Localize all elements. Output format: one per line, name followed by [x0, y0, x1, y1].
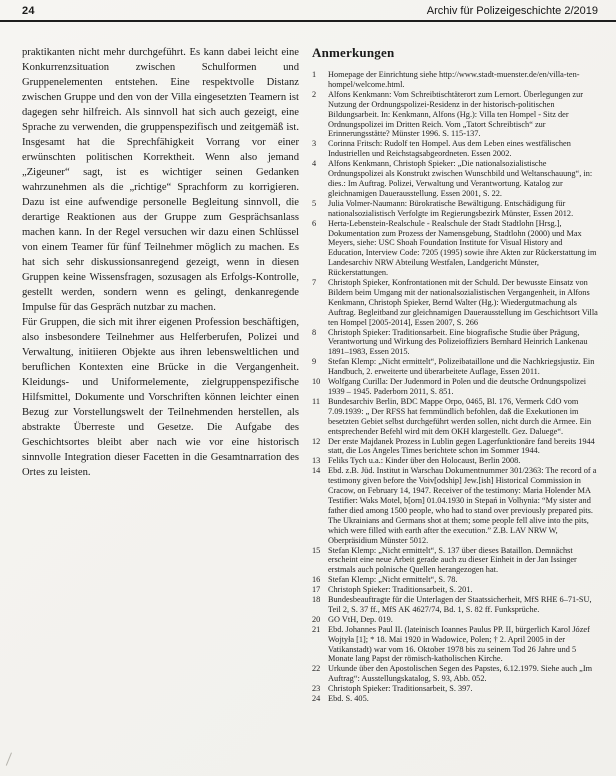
- endnote-item: [312, 595, 598, 615]
- endnote-text: Stefan Klemp: „Nicht ermittelt“, S. 78.: [328, 575, 458, 585]
- endnote-text: Alfons Kenkmann: Vom Schreibtischtäterort zum Lernort. Überlegungen zur Nutzung der Ordnungspolizei-Residenz in der historisch-politischen Bildungsarbeit. In: Kenkmann, Alfons (Hg.): Villa ten Hompel - Sitz der Ordnungspolizei im Dritten Reich. Vom „Tatort Schreibtisch“ zur Erinnerungsstätte? Münster 1996. S. 115-137.: [328, 89, 583, 139]
- endnote-number: 13: [312, 456, 321, 466]
- endnote-text: Stefan Klemp: „Nicht ermittelt“, Polizeibataillone und die Nachkriegsjustiz. Ein Handbuch, 2. erweiterte und überarbeitete Auflage, Essen 2011.: [328, 357, 595, 377]
- endnote-item: [312, 437, 598, 457]
- endnote-number: 15: [312, 545, 321, 555]
- endnote-text: Herta-Lebenstein-Realschule - Realschule der Stadt Stadtlohn [Hrsg.], Dokumentation zum Prozess der Namensgebung, Stadtlohn (2000) und Max Meyers, siehe: USC Shoah Foundation Institute for Visual History and Education, Interview Code: 7205 (1995) sowie ihre Akten zur Rückerstattung im Landesarchiv NRW Abteilung Westfalen, Landgericht Münster, Rückerstattungen.: [328, 218, 597, 278]
- endnote-item: [312, 456, 598, 466]
- endnote-item: [312, 585, 598, 595]
- endnote-number: 21: [312, 624, 321, 634]
- endnote-text: Ebd. z.B. Jüd. Institut in Warschau Dokumentnummer 301/2363: The record of a testimony given before the Voiv[odship] Jew.[ish] Historical Commission in Cracow, on February 14, 1947. Receiver of the testimony: Maria Holender MA Testifier: Waks Motel, b[orn] 01.04.1930 in Stepań in Volhynia: “My sister and father died among 1500 people, who had to stand over previously prepared pits. The Ukrainians and Germans shot at them; some people fell alive into the pits, which were filled with earth after the execution.” Z.B. LAV NRW W, Oberpräsidium Münster 5012.: [328, 466, 597, 545]
- endnote-text: Homepage der Einrichtung siehe http://www.stadt-muenster.de/en/villa-ten-hompel/welcome.html.: [328, 70, 580, 89]
- endnote-text: GO VtH, Dep. 019.: [328, 614, 393, 624]
- endnote-item: [312, 397, 598, 437]
- page-body: [0, 45, 616, 704]
- endnote-item: [312, 159, 598, 199]
- scan-artifact: [6, 752, 21, 769]
- endnote-item: [312, 139, 598, 159]
- endnote-item: [312, 70, 598, 90]
- endnote-number: 5: [312, 198, 317, 208]
- endnote-number: 8: [312, 327, 317, 337]
- header-rule: [0, 20, 616, 22]
- endnote-text: Christoph Spieker, Konfrontationen mit der Schuld. Der bewusste Einsatz von Bildern beim Umgang mit der nationalsozialistischen Vergangenheit, in Alfons Kenkmann, Christoph Spieker, Bernd Walter (Hg.): Wiedergutmachung als Auftrag. Begleitband zur gleichnamigen Dauerausstellung im Geschichtsort Villa ten Hompel [2005-2014], Essen 2007, S. 266: [328, 278, 598, 327]
- endnote-text: Urkunde über den Apostolischen Segen des Papstes, 6.12.1979. Siehe auch „Im Auftrag“: Ausstellungskatalog, S. 93, Abb. 052.: [328, 664, 593, 684]
- endnote-number: 23: [312, 684, 321, 694]
- endnote-number: 6: [312, 218, 317, 228]
- endnote-item: [312, 199, 598, 219]
- endnote-item: [312, 90, 598, 140]
- endnote-number: 9: [312, 357, 317, 367]
- endnote-item: [312, 575, 598, 585]
- endnote-number: 3: [312, 139, 317, 149]
- endnote-number: 24: [312, 694, 321, 704]
- endnote-item: [312, 615, 598, 625]
- page-header: [0, 0, 616, 17]
- endnote-number: 20: [312, 614, 321, 624]
- journal-title: Archiv für Polizeigeschichte 2/2019: [426, 5, 598, 17]
- notes-column: [312, 45, 598, 704]
- endnote-text: Der erste Majdanek Prozess in Lublin gegen Lagerfunktionäre fand bereits 1944 statt, die Los Angeles Times berichtete schon im Sommer 1944.: [328, 436, 595, 456]
- article-paragraph: Für Gruppen, die sich mit ihrer eigenen Profession beschäftigen, also insbesondere Teilnehmer aus Helferberufen, Polizei und Verwaltung, initiieren Objekte aus ihren lebensweltlichen und beruflichen Kontexten eine Brücke in die Vergangenheit. Kleidungs- und Uniformelemente, zielgruppenspezifische Hilfsmittel, Dokumente und Vorschriften können leichter einen Bezug zur Vorstellungswelt der Teilnehmenden herstellen, als abstrakte Überreste und Gesetze. Die Aufgabe des Geschichtsortes bleibt aber nach wie vor eine historisch sinnvolle Integration dieser Facetten in die Gesamtnarration des Ortes zu leisten.: [22, 317, 299, 478]
- endnote-text: Ebd. S. 405.: [328, 694, 369, 704]
- endnote-number: 2: [312, 89, 317, 99]
- endnote-text: Bundesarchiv Berlin, BDC Mappe Orpo, 0465, Bl. 176, Vermerk CdO vom 7.09.1939: „ Der RFSS hat fernmündlich befohlen, daß die Exekutionen im besetzten Gebiet selbst durchgeführt werden sollen, nicht durch die Armee. Ein entsprechender Befehl wird mit dem OKH klargestellt. Gez. Daluege“.: [328, 396, 592, 436]
- endnote-number: 18: [312, 595, 321, 605]
- endnote-item: [312, 219, 598, 278]
- endnote-text: Stefan Klemp: „Nicht ermittelt“, S. 137 über dieses Bataillon. Demnächst erscheint eine neue Arbeit gerade auch zu dieser Einheit in der Jan Issinger erstmals auch polnische Quellen herangezogen hat.: [328, 545, 577, 575]
- endnote-text: Feliks Tych u.a.: Kinder über den Holocaust, Berlin 2008.: [328, 456, 521, 466]
- endnote-number: 16: [312, 575, 321, 585]
- article-paragraph: praktikanten nicht mehr durchgeführt. Es kann dabei leicht eine Konkurrenzsituation zwischen Schulformen und Gruppenelementen entstehen. Eine respektvolle Distanz zwischen Gruppe und den von der Villa eingesetzten Teamern ist dagegen sehr hilfreich. Als sinnvoll hat sich auch gezeigt, eine Sprache zu verwenden, die gruppenspezifisch und zeitgemäß ist. Insgesamt hat die Sprechfähigkeit Vorrang vor einer erwünschten politischen Korrektheit. Wenn also jemand „Zigeuner“ sagt, ist es wichtiger seinen Gedanken wahrzunehmen als die „richtige“ Sprachform zu korrigieren. Dazu ist eine aufwendige personelle Begleitung sinnvoll, die derartige Reaktionen aus der Gruppe zum Gesprächsanlass machen kann. In der Regel versuchen wir dazu einen Schlüssel von einem Teamer für fünf Teilnehmer möglich zu machen. Es hat sich sehr diskussionsanregend gezeigt, wenn in diesen Gruppen keine Wissensfragen, sozusagen als Erfolgs-Kontrolle, gestellt werden, sondern wenn es gelingt, denkanregende Impulse für das Gespräch nutzbar zu machen.: [22, 47, 299, 313]
- notes-heading: Anmerkungen: [312, 45, 395, 60]
- endnote-number: 12: [312, 436, 321, 446]
- endnote-item: [312, 357, 598, 377]
- endnote-text: Christoph Spieker: Traditionsarbeit, S. 397.: [328, 684, 473, 694]
- endnote-text: Wolfgang Curilla: Der Judenmord in Polen und die deutsche Ordnungspolizei 1939 – 1945. Paderborn 2011, S. 851.: [328, 377, 587, 396]
- endnote-number: 10: [312, 377, 321, 387]
- endnote-text: Corinna Fritsch: Rudolf ten Hompel. Aus dem Leben eines westfälischen Industriellen und Reichstagsabgeordneten. Essen 2002.: [328, 139, 571, 159]
- endnote-number: 22: [312, 664, 321, 674]
- endnote-number: 17: [312, 585, 321, 595]
- article-text-column: [22, 45, 299, 704]
- endnote-item: [312, 546, 598, 576]
- endnote-item: [312, 466, 598, 545]
- endnote-text: Ebd. Johannes Paul II. (lateinisch Ioannes Paulus PP. II, bürgerlich Karol Józef Wojtyła [1]; * 18. Mai 1920 in Wadowice, Polen; † 2. April 2005 in der Vatikanstadt) war vom 16. Oktober 1978 bis zu seinem Tod 26 Jahre und 5 Monate lang Papst der römisch-katholischen Kirche.: [328, 624, 590, 664]
- endnote-text: Christoph Spieker: Traditionsarbeit. Eine biografische Studie über Prägung, Verantwortung und Wirkung des Polizeioffiziers Bernhard Heinrich Lankenau 1891–1983, Essen 2015.: [328, 327, 588, 357]
- endnote-item: [312, 377, 598, 397]
- endnote-text: Alfons Kenkmann, Christoph Spieker: „Die nationalsozialistische Ordnungspolizei als Konstrukt zwischen Wunschbild und Weltanschauung“, in: dies.: Im Auftrag. Polizei, Verwaltung und Verantwortung. Katalog zur gleichnamigen Dauerausstellung. Essen 2001, S. 22.: [328, 159, 593, 198]
- endnote-number: 4: [312, 159, 317, 169]
- endnote-item: [312, 694, 598, 704]
- endnote-number: 7: [312, 278, 317, 288]
- endnote-number: 11: [312, 396, 320, 406]
- endnote-text: Bundesbeauftragte für die Unterlagen der Staatssicherheit, MfS RHE 6–71-SU, Teil 2, S. 37 ff., MfS AK 4627/74, Bd. 1, S. 82 ff. Funksprüche.: [328, 595, 592, 614]
- endnote-item: [312, 278, 598, 328]
- page-number: 24: [22, 5, 35, 17]
- endnote-text: Christoph Spieker: Traditionsarbeit, S. 201.: [328, 585, 473, 595]
- notes-list: [312, 70, 598, 704]
- endnote-text: Julia Volmer-Naumann: Bürokratische Bewältigung. Entschädigung für nationalsozialistisch Verfolgte im Regierungsbezirk Münster, Essen 2012.: [328, 198, 574, 218]
- endnote-number: 14: [312, 466, 321, 476]
- endnote-item: [312, 664, 598, 684]
- endnote-item: [312, 328, 598, 358]
- endnote-item: [312, 684, 598, 694]
- endnote-number: 1: [312, 70, 317, 79]
- endnote-item: [312, 625, 598, 665]
